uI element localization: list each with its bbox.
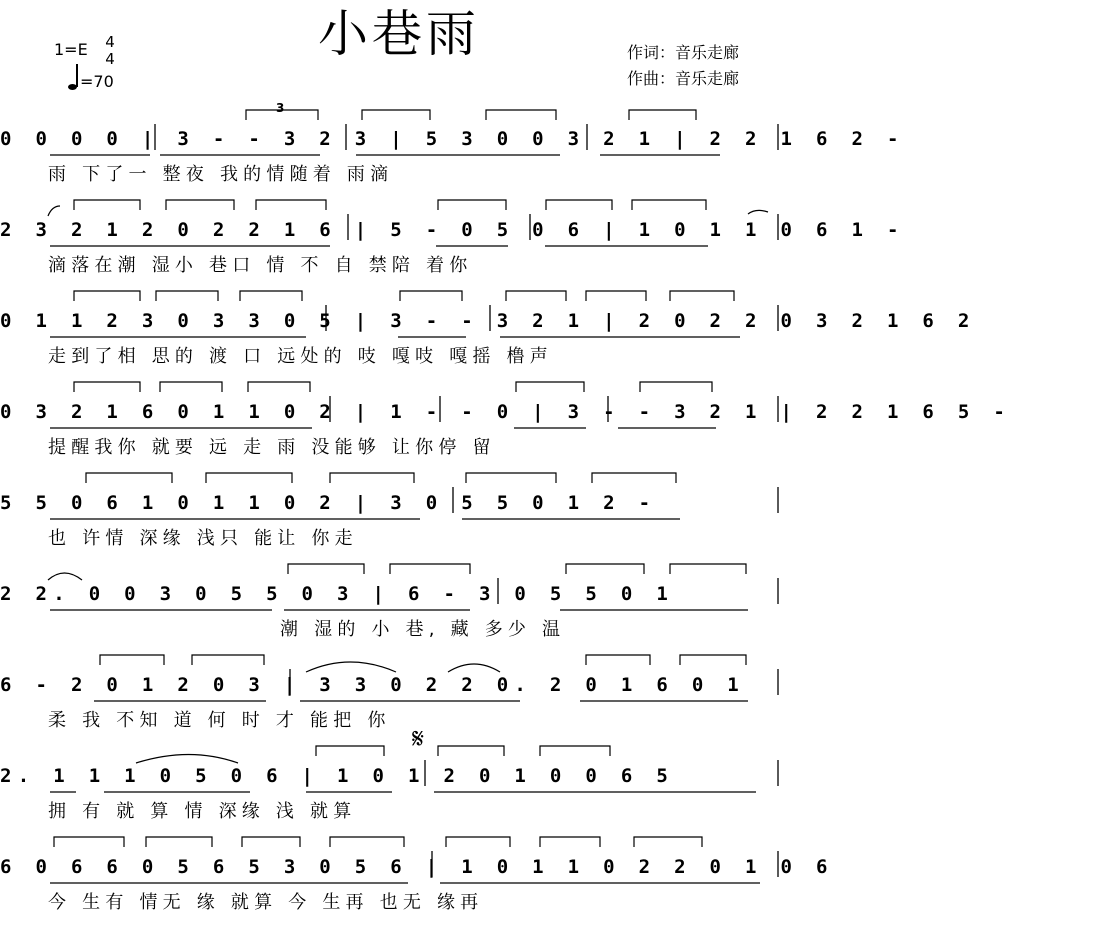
notes-row-8: 2. 1 1 1 0 5 0 6 | 1 0 1 2 0 1 0 0 6 5	[0, 765, 675, 787]
lyrics-row-8: 拥 有 就 算 情 深缘 浅 就算	[48, 801, 357, 822]
lyricist-credit: 作词：音乐走廊	[627, 43, 740, 62]
song-title: 小巷雨	[318, 5, 480, 63]
notes-row-5: 5 5 0 6 1 0 1 1 0 2 | 3 0 5 5 0 1 2 -	[0, 492, 657, 514]
lyrics-row-1: 雨 下了一 整夜 我的情随着 雨滴	[48, 164, 394, 185]
notes-row-1: 0 0 0 0 | 3 - - 3 2 3 | 5 3 0 0 3 2 1 | 2 2 1 6 2 -	[0, 128, 905, 150]
notes-row-2: 2 3 2 1 2 0 2 2 1 6 | 5 - 0 5 0 6 | 1 0 1 1 0 6 1 -	[0, 219, 905, 241]
lyrics-row-2: 滴落在潮 湿小 巷口 情 不 自 禁陪 着你	[48, 255, 473, 276]
time-denominator: 4	[105, 50, 115, 68]
notes-row-4: 0 3 2 1 6 0 1 1 0 2 | 1 - - 0 | 3 - - 3 2 1 | 2 2 1 6 5 -	[0, 401, 1012, 423]
key-signature: 1=E	[54, 40, 88, 59]
time-numerator: 4	[105, 33, 115, 51]
notes-row-3: 0 1 1 2 3 0 3 3 0 5 | 3 - - 3 2 1 | 2 0 2 2 0 3 2 1 6 2	[0, 310, 976, 332]
lyrics-row-5: 也 许情 深缘 浅只 能让 你走	[48, 528, 358, 549]
triplet-mark: 3	[276, 101, 285, 115]
lyrics-row-3: 走到了相 思的 渡 口 远处的 吱 嘎吱 嘎摇 橹声	[48, 346, 553, 367]
lyrics-row-4: 提醒我你 就要 远 走 雨 没能够 让你停 留	[48, 437, 496, 458]
notes-row-9: 6 0 6 6 0 5 6 5 3 0 5 6 | 1 0 1 1 0 2 2 0 1 0 6	[0, 856, 834, 878]
lyrics-row-6: 潮 湿的 小 巷, 藏 多少 温	[280, 619, 566, 640]
notes-row-6: 2 2. 0 0 3 0 5 5 0 3 | 6 - 3 0 5 5 0 1	[0, 583, 675, 605]
notes-row-7: 6 - 2 0 1 2 0 3 | 3 3 0 2 2 0. 2 0 1 6 0 1	[0, 674, 746, 696]
lyrics-row-7: 柔 我 不知 道 何 时 才 能把 你	[48, 710, 391, 731]
tempo-marking: =70	[80, 72, 114, 91]
segno-icon: 𝄋	[412, 722, 425, 755]
lyrics-row-9: 今 生有 情无 缘 就算 今 生再 也无 缘再	[48, 892, 484, 913]
composer-credit: 作曲：音乐走廊	[627, 69, 740, 88]
